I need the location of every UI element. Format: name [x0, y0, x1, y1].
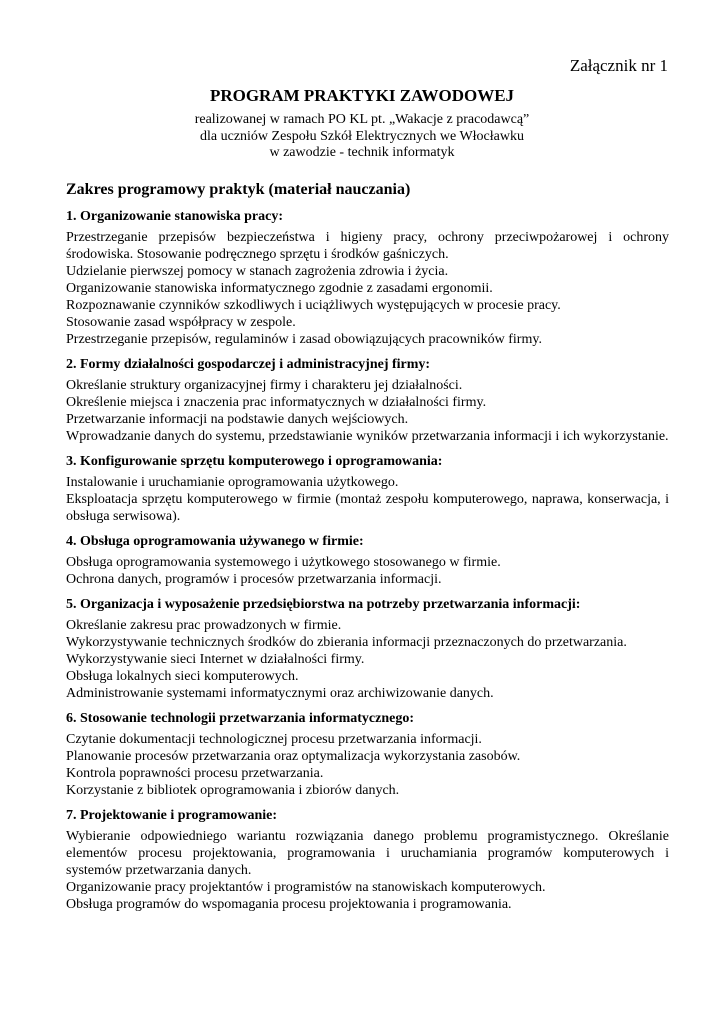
section-title: 5. Organizacja i wyposażenie przedsiębiorstwa na potrzeby przetwarzania informacji: — [66, 597, 581, 612]
section-title: 6. Stosowanie technologii przetwarzania informatycznego: — [66, 711, 414, 726]
body-line: Korzystanie z bibliotek oprogramowania i zbiorów danych. — [66, 783, 400, 798]
body-line: Obsługa lokalnych sieci komputerowych. — [66, 669, 299, 684]
document-title: PROGRAM PRAKTYKI ZAWODOWEJ — [209, 86, 515, 105]
section-2 — [66, 356, 669, 445]
body-line: Ochrona danych, programów i procesów przetwarzania informacji. — [66, 572, 442, 587]
body-line: Udzielanie pierwszej pomocy w stanach zagrożenia zdrowia i życia. — [66, 264, 449, 279]
subtitle-line: dla uczniów Zespołu Szkół Elektrycznych we Włocławku — [200, 128, 524, 144]
section-body — [66, 554, 669, 588]
section-7 — [66, 807, 669, 913]
document-subtitle — [0, 112, 724, 162]
section-body — [66, 474, 669, 525]
document-body — [66, 180, 669, 921]
section-title: 2. Formy działalności gospodarczej i administracyjnej firmy: — [66, 357, 431, 372]
body-line: Określenie miejsca i znaczenia prac informatycznych w działalności firmy. — [66, 395, 487, 410]
body-line: Przetwarzanie informacji na podstawie danych wejściowych. — [66, 412, 409, 427]
section-body — [66, 731, 669, 799]
body-line: Wybieranie odpowiedniego wariantu rozwiązania danego problemu programistycznego. Określanie elementów procesu projektowania, programowania i uruchamiania programów komputerowych i systemów przetwarzania danych. — [66, 829, 669, 878]
body-line: Przestrzeganie przepisów bezpieczeństwa i higieny pracy, ochrony przeciwpożarowej i ochrony środowiska. Stosowanie podręcznego sprzętu i środków gaśniczych. — [66, 230, 669, 262]
body-line: Administrowanie systemami informatycznymi oraz archiwizowanie danych. — [66, 686, 494, 701]
scope-heading: Zakres programowy praktyk (materiał nauczania) — [66, 181, 411, 198]
body-line: Kontrola poprawności procesu przetwarzania. — [66, 766, 324, 781]
body-line: Wykorzystywanie sieci Internet w działalności firmy. — [66, 652, 365, 667]
section-body — [66, 377, 669, 445]
body-line: Organizowanie stanowiska informatycznego zgodnie z zasadami ergonomii. — [66, 281, 493, 296]
body-line: Stosowanie zasad współpracy w zespole. — [66, 315, 296, 330]
body-line: Rozpoznawanie czynników szkodliwych i uciążliwych występujących w procesie pracy. — [66, 298, 561, 313]
body-line: Obsługa oprogramowania systemowego i użytkowego stosowanego w firmie. — [66, 555, 501, 570]
section-5 — [66, 596, 669, 702]
body-line: Określanie struktury organizacyjnej firmy i charakteru jej działalności. — [66, 378, 463, 393]
body-line: Przestrzeganie przepisów, regulaminów i zasad obowiązujących pracowników firmy. — [66, 332, 542, 347]
section-title: 3. Konfigurowanie sprzętu komputerowego i oprogramowania: — [66, 454, 443, 469]
subtitle-line: realizowanej w ramach PO KL pt. „Wakacje z pracodawcą” — [194, 112, 530, 127]
attachment-label: Załącznik nr 1 — [569, 56, 668, 75]
section-3 — [66, 453, 669, 525]
section-1 — [66, 208, 669, 348]
body-line: Planowanie procesów przetwarzania oraz optymalizacja wykorzystania zasobów. — [66, 749, 521, 764]
body-line: Wykorzystywanie technicznych środków do zbierania informacji przeznaczonych do przetwarzania. — [66, 635, 627, 650]
section-title: 7. Projektowanie i programowanie: — [66, 808, 278, 823]
body-line: Organizowanie pracy projektantów i programistów na stanowiskach komputerowych. — [66, 880, 546, 895]
section-title: 1. Organizowanie stanowiska pracy: — [66, 209, 283, 224]
section-body — [66, 229, 669, 348]
section-4 — [66, 533, 669, 588]
section-title: 4. Obsługa oprogramowania używanego w firmie: — [66, 534, 364, 549]
body-line: Czytanie dokumentacji technologicznej procesu przetwarzania informacji. — [66, 732, 482, 747]
body-line: Obsługa programów do wspomagania procesu projektowania i programowania. — [66, 897, 512, 912]
section-6 — [66, 710, 669, 799]
subtitle-line: w zawodzie - technik informatyk — [269, 145, 455, 160]
body-line: Instalowanie i uruchamianie oprogramowania użytkowego. — [66, 475, 399, 490]
section-body — [66, 828, 669, 913]
section-body — [66, 617, 669, 702]
body-line: Określanie zakresu prac prowadzonych w firmie. — [66, 618, 342, 633]
body-line: Wprowadzanie danych do systemu, przedstawianie wyników przetwarzania informacji i ich wykorzystanie. — [66, 429, 669, 444]
body-line: Eksploatacja sprzętu komputerowego w firmie (montaż zespołu komputerowego, naprawa, konserwacja, i obsługa serwisowa). — [66, 492, 669, 524]
